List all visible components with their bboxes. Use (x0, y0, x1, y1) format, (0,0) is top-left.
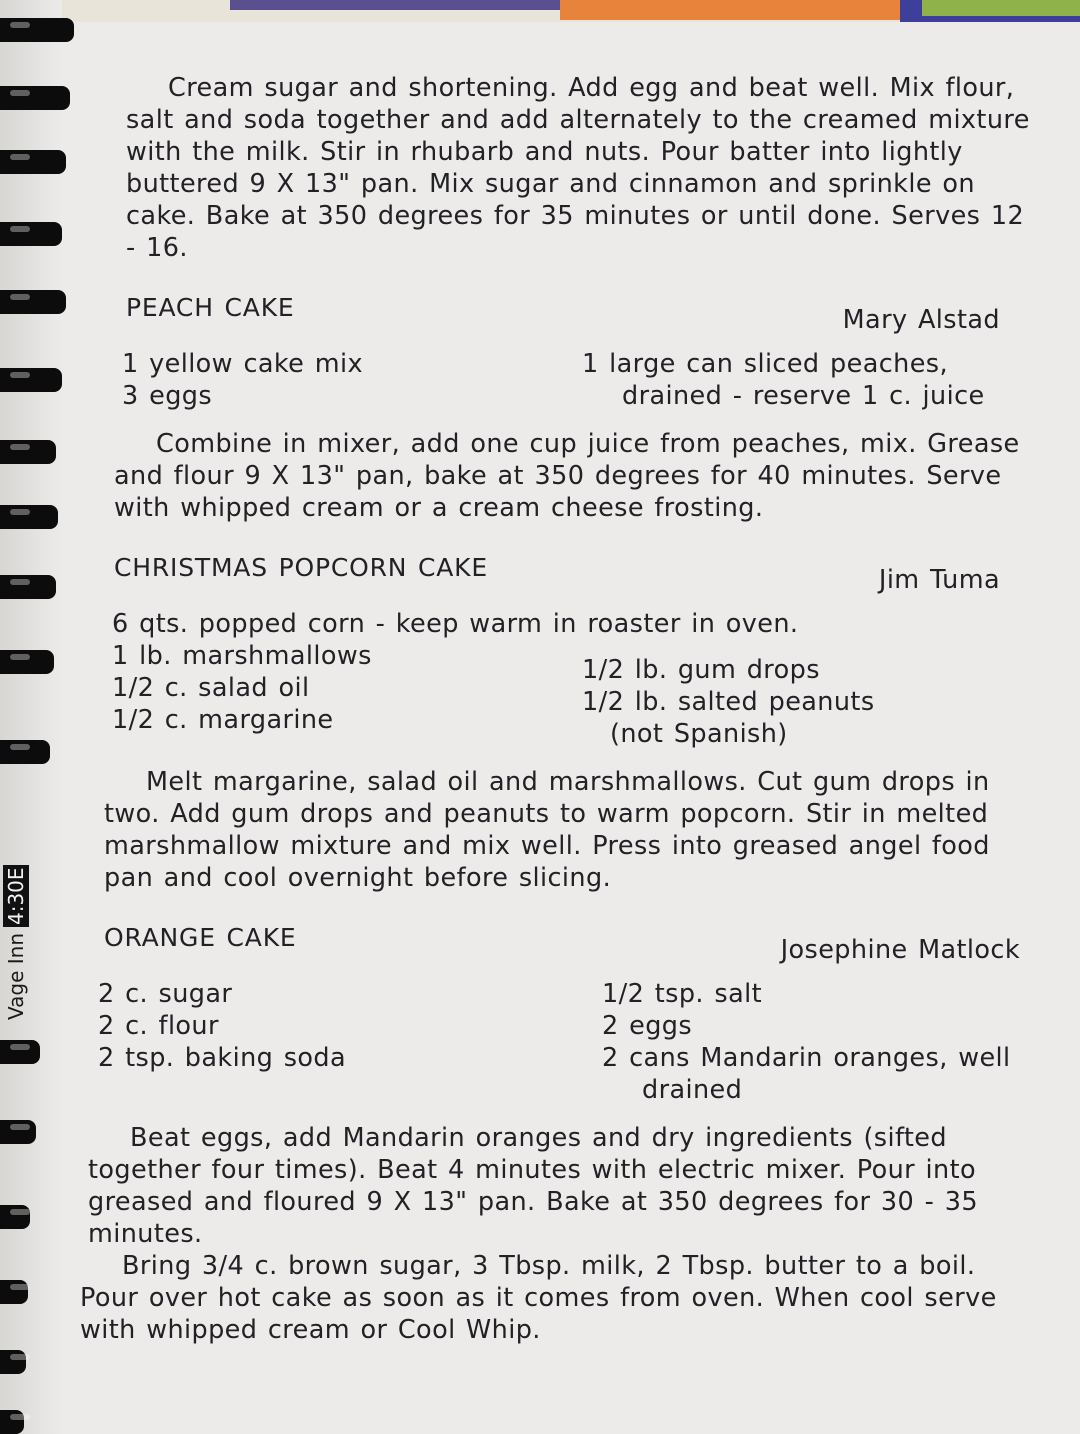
ingredient: (not Spanish) (610, 719, 788, 749)
binding-coil (0, 740, 50, 764)
recipe-directions: Melt margarine, salad oil and marshmallows. Cut gum drops in two. Add gum drops and peanuts to warm popcorn. Stir in melted marshmallow mixture and mix well. Press into greased angel food pan and cool overnight before slicing. (104, 767, 990, 893)
binding-coil (0, 18, 74, 42)
ingredient: 2 c. flour (98, 1011, 219, 1041)
ingredient-column-left (80, 348, 570, 412)
binding-coil (0, 1040, 40, 1064)
recipe-title: PEACH CAKE (126, 293, 295, 322)
ingredient-column-right (570, 640, 1040, 750)
cookbook-page (80, 72, 1040, 1346)
binding-coil (0, 505, 58, 529)
ingredient: 1/2 tsp. salt (602, 979, 763, 1009)
next-page-edge (0, 0, 1080, 22)
recipe-author: Josephine Matlock (780, 935, 1020, 965)
decorative-band (560, 0, 900, 20)
ingredient: 2 tsp. baking soda (98, 1043, 347, 1073)
binding-coil (0, 440, 56, 464)
spine-stamp: 4:30E (4, 867, 28, 925)
ingredient-list (80, 348, 1040, 412)
binding-coil (0, 575, 56, 599)
ingredient: 1 yellow cake mix (122, 349, 363, 379)
intro-paragraph: Cream sugar and shortening. Add egg and beat well. Mix flour, salt and soda together and add alternately to the creamed mixture with the milk. Stir in rhubarb and nuts. Pour batter into lightly buttered 9 X 13" pan. Mix sugar and cinnamon and sprinkle on cake. Bake at 350 degrees for 35 minutes or until done. Serves 12 - 16. (126, 73, 1030, 263)
ingredient: 6 qts. popped corn - keep warm in roaster in oven. (112, 609, 799, 639)
recipe-peach-cake (80, 290, 1040, 524)
recipe-author: Mary Alstad (842, 305, 1000, 335)
ingredient: 1/2 lb. salted peanuts (582, 687, 875, 717)
ingredient: 1 lb. marshmallows (112, 641, 372, 671)
ingredient-list (80, 640, 1040, 750)
ingredient: 2 cans Mandarin oranges, well (602, 1043, 1011, 1073)
decorative-band (922, 0, 1080, 16)
ingredient-column-left (80, 978, 570, 1106)
ingredient: 2 eggs (602, 1011, 693, 1041)
binding-coil (0, 150, 66, 174)
binding-coil (0, 1410, 24, 1434)
spine-label (4, 840, 34, 1020)
ingredient: 1/2 c. salad oil (112, 673, 310, 703)
recipe-title: CHRISTMAS POPCORN CAKE (114, 553, 488, 582)
recipe-directions: Combine in mixer, add one cup juice from peaches, mix. Grease and flour 9 X 13" pan, bake at 350 degrees for 40 minutes. Serve with whipped cream or a cream cheese frosting. (114, 429, 1020, 523)
recipe-header (80, 290, 1040, 334)
ingredient: drained - reserve 1 c. juice (622, 381, 985, 411)
binding-coil (0, 1120, 36, 1144)
binding-coil (0, 1350, 26, 1374)
recipe-title: ORANGE CAKE (104, 923, 297, 952)
spine-text: Vage Inn (4, 933, 28, 1020)
recipe-directions: Beat eggs, add Mandarin oranges and dry ingredients (sifted together four times). Beat 4 minutes with electric mixer. Pour into greased and floured 9 X 13" pan. Bake at 350 degrees for 30 - 35 minutes. (88, 1123, 978, 1249)
ingredient: drained (642, 1075, 743, 1105)
binding-coil (0, 650, 54, 674)
binding-coil (0, 290, 66, 314)
binding-coil (0, 1280, 28, 1304)
binding-coil (0, 86, 70, 110)
recipe-orange-cake (80, 920, 1040, 1346)
ingredient-column-left (80, 640, 570, 750)
ingredient-list (80, 978, 1040, 1106)
ingredient-column-right (570, 348, 1040, 412)
binding-coil (0, 1205, 30, 1229)
recipe-header (80, 920, 1040, 964)
ingredient: 2 c. sugar (98, 979, 233, 1009)
ingredient: 1/2 c. margarine (112, 705, 334, 735)
ingredient: 1 large can sliced peaches, (582, 349, 948, 379)
binding-coil (0, 368, 62, 392)
spiral-binding (0, 0, 62, 1434)
recipe-christmas-popcorn-cake (80, 550, 1040, 894)
recipe-author: Jim Tuma (878, 565, 1000, 595)
recipe-header (80, 550, 1040, 594)
ingredient: 3 eggs (122, 381, 213, 411)
ingredient: 1/2 lb. gum drops (582, 655, 820, 685)
recipe-directions: Bring 3/4 c. brown sugar, 3 Tbsp. milk, 2 Tbsp. butter to a boil. Pour over hot cake as soon as it comes from oven. When cool serve with whipped cream or Cool Whip. (80, 1251, 997, 1345)
binding-coil (0, 222, 62, 246)
ingredient-column-right (570, 978, 1040, 1106)
